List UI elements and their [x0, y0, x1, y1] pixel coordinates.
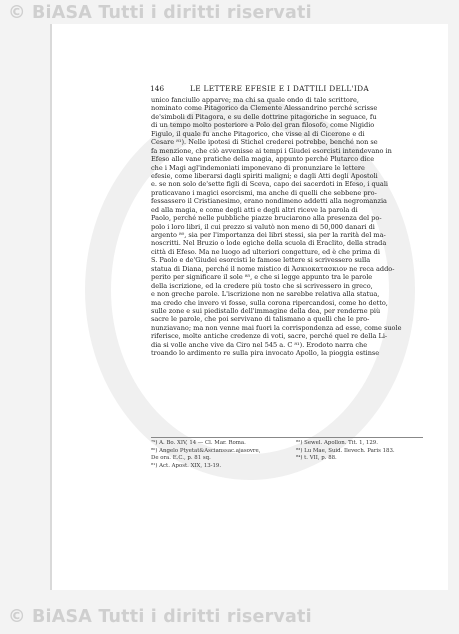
- footnote: ⁸²) Sewel. Apollon. Tit. 1, 129.: [296, 440, 378, 446]
- text-line: S. Paolo e de'Giudei esorcisti le famose lettere si scrivessero sulla: [151, 256, 371, 265]
- footnote: De ora. E.C., p. 81 sq.: [151, 455, 211, 462]
- text-line: polo i loro libri, il cui prezzo si valutò non meno di 50,000 danari di: [151, 222, 375, 231]
- watermark-bottom: © BiASA Tutti i diritti riservati: [8, 607, 312, 627]
- text-line: sulle zone e sui piedistallo dell'immagine della dea, per renderne più: [151, 306, 381, 315]
- text-line: unico fanciullo apparve; ma chi sa quale ondo di tale scrittore,: [151, 96, 359, 104]
- text-line: efesie, come liberarsi dagli spiriti maligni; e dagli Atti degli Apostoli: [151, 171, 378, 180]
- text-line: statua di Diana, perché il nome mistico di Ἀσκιοκατασκιον ne reca addo-: [151, 264, 395, 273]
- text-line: sacre le parole, che poi servivano di talismano a quelli che le pro-: [151, 315, 370, 324]
- text-line: ma credo che invero vi fosse, sulla corona ripercandosi, come ho detto,: [151, 298, 388, 307]
- text-line: argento ⁸⁰, sia per l'importanza dei libri stessi, sia per la rarità del ma-: [151, 231, 386, 239]
- text-line: della iscrizione, ed la credere più tosto che si scrivessero in greco,: [151, 281, 373, 290]
- text-line: e. se non solo de'sette figli di Sceva, capo dei sacerdoti in Efeso, i quali: [151, 180, 389, 189]
- text-line: praticavano i magici esorcismi, ma anche di quelli che sebbene pro-: [151, 188, 377, 197]
- text-line: che i Magi agl'indemoniati imponevano di pronunziare le lettere: [151, 163, 365, 172]
- running-head: LE LETTERE EFESIE E I DATTILI DELL'IDA: [190, 84, 370, 93]
- footnote-rule: [151, 437, 423, 438]
- text-line: troando lo ardimento re sulla pira invocato Apollo, la pioggia estinse: [151, 349, 380, 358]
- text-line: dia si volle anche vive da Ciro nel 545 a. C ⁸¹). Erodoto narra che: [151, 340, 368, 349]
- text-line: Figulo, il quale fu anche Pitagorico, che visse al di Cicerone e di: [151, 129, 365, 138]
- footnote: ⁸⁰) Angelo Ptyetat&Ascianssac.ajasovre,: [151, 447, 261, 454]
- footnote: ⁸¹) Act. Apost. XIX, 13-19.: [151, 462, 222, 469]
- text-line: Efeso alle vane pratiche della magia, appunto perché Plutarco dice: [151, 155, 375, 164]
- footnote: ⁷⁹) A. Bo. XIV, 14 — Cl. Mar. Roma.: [151, 440, 246, 446]
- text-line: di un tempo molto posteriore a Polo del gran filosofo, come Nigidio: [151, 121, 375, 130]
- page-number: 146: [150, 84, 165, 93]
- text-line: riferisce, molte antiche credenze di voti, sacre, perché quel re della Li-: [151, 332, 388, 341]
- page-header: [150, 84, 422, 96]
- text-line: città di Efeso. Ma ne luogo ad ulteriori congetture, ed è che prima di: [151, 247, 380, 256]
- text-line: nunziavano; ma non venne mai fuori la corrispondenza ad esse, come suole: [151, 323, 402, 332]
- text-line: de'simboli di Pitagora, e su delle dottrine pitagoriche in seguace, fu: [151, 112, 377, 121]
- text-line: fa menzione, che ciò avvenisse ai tempi i Giudei esorcisti intendevano in: [151, 146, 392, 155]
- text-line: nominato come Pitagorico da Clemente Alessandrino perché scrisse: [151, 104, 378, 113]
- text-line: noscritti. Nel Bruzio o lode egiche della scuola di Eraclito, della strada: [151, 239, 387, 248]
- footnote: ⁸⁴) t. VII, p. 88.: [296, 455, 337, 462]
- text-line: perito per significare il sole ⁸⁵, e che si legge appunto tra le parole: [151, 273, 373, 282]
- body-text: [151, 96, 425, 358]
- text-line: Cesare ⁸¹). Nelle ipotesi di Stichel crederei potrebbe, benché non se: [151, 138, 378, 147]
- footnote: ⁸³) Lu Mae, Suid. Ilevech. Paris 183.: [296, 447, 395, 454]
- text-line: fessassero il Cristianesimo, erano nondimeno addetti alla negromanzia: [151, 197, 387, 206]
- footnotes-left-column: [151, 440, 291, 470]
- text-line: e non greche parole. L'iscrizione non ne sarebbe relativa alla statua,: [151, 290, 380, 299]
- footnotes-right-column: [296, 440, 426, 463]
- watermark-top: © BiASA Tutti i diritti riservati: [8, 3, 312, 23]
- text-line: Paolo, perché nelle pubbliche piazze bruciarono alla presenza del po-: [151, 214, 382, 223]
- text-line: ed alla magia, e come degli atti e degli altri riceve la parola di: [151, 205, 358, 214]
